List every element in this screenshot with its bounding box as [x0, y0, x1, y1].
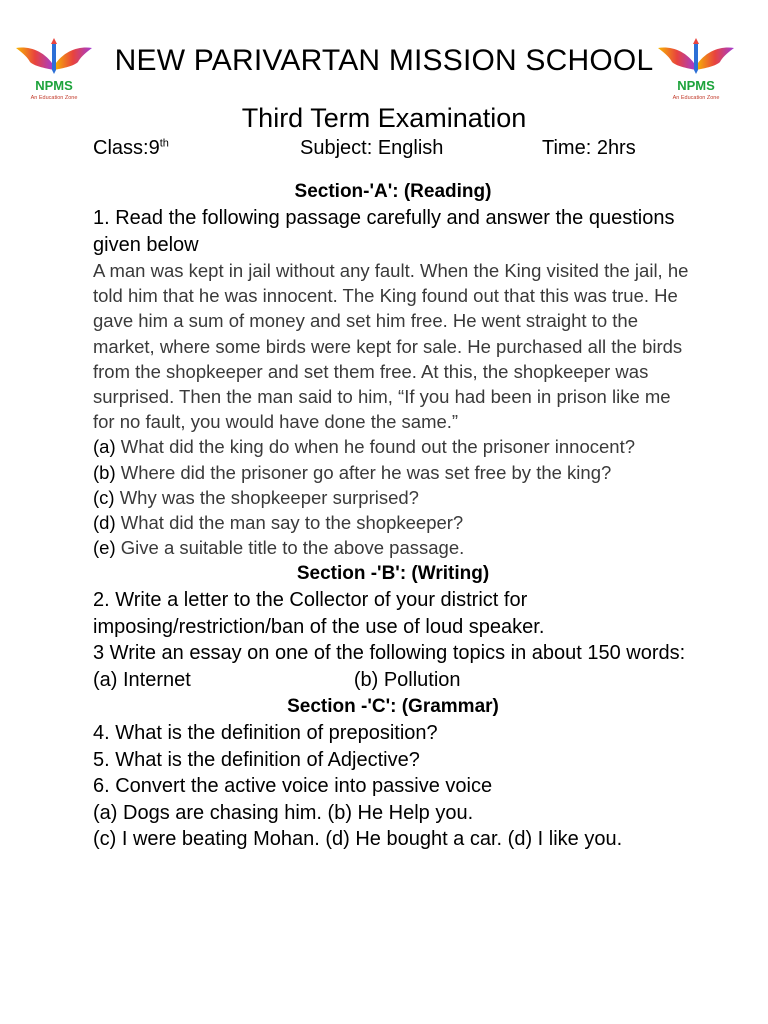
essay-topics [93, 667, 693, 694]
section-c-heading: Section -'C': (Grammar) [287, 696, 499, 718]
voice-items-line-2: (c) I were beating Mohan. (d) He bought a car. (d) I like you. [93, 828, 623, 851]
voice-items-line-1: (a) Dogs are chasing him. (b) He Help you. [93, 801, 474, 824]
question-3: 3 Write an essay on one of the following topics in about 150 words: [93, 642, 686, 665]
svg-text:An Education Zone: An Education Zone [672, 95, 720, 101]
school-name: NEW PARIVARTAN MISSION SCHOOL [114, 44, 654, 77]
subject-info: Subject: English [300, 137, 444, 159]
sub-question-text: What did the king do when he found out the prisoner innocent? [115, 436, 636, 458]
class-label: Class:9 [93, 137, 160, 159]
sub-question-marker: (a) [93, 436, 116, 458]
sub-question-marker: (e) [93, 537, 116, 559]
sub-question-marker: (b) [93, 461, 116, 483]
sub-question-b [93, 460, 693, 485]
sub-question-a [93, 434, 693, 459]
exam-title: Third Term Examination [241, 103, 527, 133]
section-a-heading: Section-'A': (Reading) [294, 181, 492, 202]
sub-question-e [93, 535, 693, 560]
sub-question-text: Why was the shopkeeper surprised? [114, 486, 419, 508]
paper-body [93, 178, 693, 853]
time-info: Time: 2hrs [542, 137, 636, 159]
sub-question-text: Give a suitable title to the above passage. [115, 537, 465, 559]
essay-topic-a: (a) Internet [93, 668, 191, 691]
essay-topic-b: (b) Pollution [353, 668, 461, 691]
class-superscript: th [159, 137, 169, 150]
question-5: 5. What is the definition of Adjective? [93, 748, 420, 771]
question-6: 6. Convert the active voice into passive voice [93, 775, 493, 798]
question-1: 1. Read the following passage carefully and answer the questions given below [93, 207, 675, 256]
section-b-heading: Section -'B': (Writing) [296, 563, 490, 585]
svg-text:An Education Zone: An Education Zone [30, 95, 78, 101]
question-2: 2. Write a letter to the Collector of your district for imposing/restriction/ban of the use of loud speaker. [93, 589, 545, 638]
svg-text:NPMS: NPMS [677, 78, 715, 93]
sub-question-d [93, 510, 693, 535]
sub-question-text: What did the man say to the shopkeeper? [115, 512, 464, 534]
reading-passage: A man was kept in jail without any fault. When the King visited the jail, he told him that he was innocent. The King found out that this was true. He gave him a sum of money and set him free. He went straight to the market, where some birds were kept for sale. He purchased all the birds from the shopkeeper and set them free. At this, the shopkeeper was surprised. Then the man said to him, “If you had been in prison like me for no fault, you would have done the same.” [93, 260, 689, 433]
question-4: 4. What is the definition of preposition? [93, 722, 438, 745]
class-info [93, 137, 169, 160]
sub-question-marker: (d) [93, 512, 116, 534]
sub-question-text: Where did the prisoner go after he was set free by the king? [115, 461, 612, 483]
svg-text:NPMS: NPMS [35, 78, 73, 93]
sub-question-marker: (c) [93, 486, 115, 508]
sub-question-c [93, 485, 693, 510]
